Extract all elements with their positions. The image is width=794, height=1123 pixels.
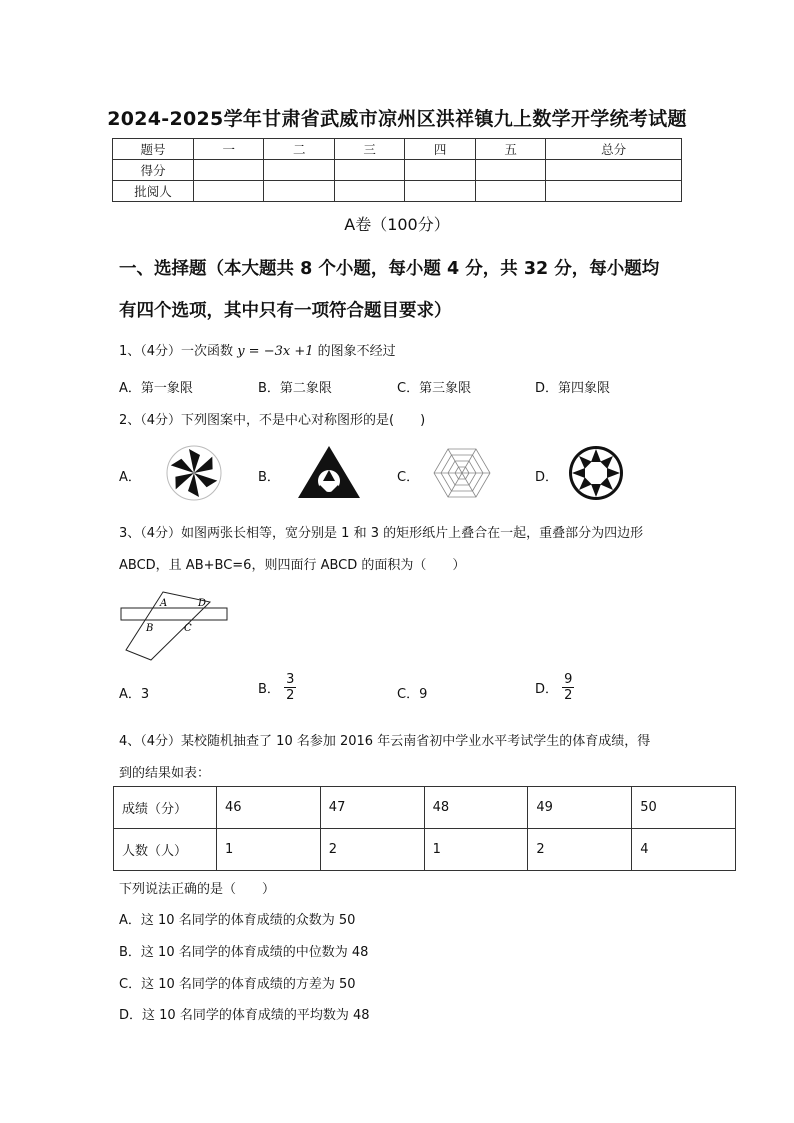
question-1-formula: y = −3x +1 [237, 344, 314, 359]
score-table-cell [334, 181, 404, 202]
score-table-cell [475, 181, 545, 202]
table-cell: 50 [632, 787, 736, 829]
q3-option-d-label: D． [535, 682, 559, 697]
q3-option-d-fraction [562, 672, 574, 703]
score-table-cell [334, 160, 404, 181]
score-table-cell: 三 [334, 139, 404, 160]
figure-label-b: B [146, 623, 154, 634]
q1-option-b: B．第二象限 [258, 381, 332, 396]
q3-option-c: C．9 [397, 687, 428, 702]
figure-label-c: C [184, 623, 192, 634]
q1-option-c: C．第三象限 [397, 381, 472, 396]
q3-option-b [258, 672, 296, 703]
question-4-line1: 4、（4分）某校随机抽查了 10 名参加 2016 年云南省初中学业水平考试学生的体育成绩，得 [119, 734, 651, 749]
q1-option-d: D．第四象限 [535, 381, 611, 396]
score-table-cell: 二 [264, 139, 334, 160]
score-table-cell [264, 181, 334, 202]
question-1-suffix: 的图象不经过 [317, 344, 396, 359]
q1-option-a: A．第一象限 [119, 381, 193, 396]
score-table-cell: 总分 [546, 139, 682, 160]
score-table-header-row [113, 139, 682, 160]
table-cell: 人数（人） [114, 829, 217, 871]
q3-option-b-label: B． [258, 682, 280, 697]
question-1 [119, 340, 396, 359]
figure-label-a: A [160, 598, 168, 609]
score-table [112, 138, 682, 202]
table-cell: 47 [320, 787, 424, 829]
question-4-prompt: 下列说法正确的是（ ） [119, 882, 276, 897]
q3-option-a: A．3 [119, 687, 150, 702]
q4-option-a: A．这 10 名同学的体育成绩的众数为 50 [119, 913, 356, 928]
score-table-row [113, 181, 682, 202]
q3-option-b-fraction [284, 672, 296, 703]
scores-data-table [113, 786, 736, 871]
question-2: 2、（4分）下列图案中，不是中心对称图形的是( ) [119, 413, 426, 428]
fraction-numerator: 9 [564, 672, 573, 687]
score-table-cell: 得分 [113, 160, 194, 181]
pinwheel-figure [164, 444, 224, 502]
fraction-denominator: 2 [286, 688, 295, 703]
q2-label-d: D． [535, 470, 559, 485]
exam-title: 2024-2025学年甘肃省武威市凉州区洪祥镇九上数学开学统考试题 [107, 108, 687, 130]
score-table-cell [405, 181, 475, 202]
question-3-line2: ABCD，且 AB+BC=6，则四面行 ABCD 的面积为（ ） [119, 558, 466, 573]
score-table-cell: 批阅人 [113, 181, 194, 202]
table-cell: 2 [320, 829, 424, 871]
question-1-prefix: 1、（4分）一次函数 [119, 344, 234, 359]
table-cell: 46 [217, 787, 321, 829]
score-table-cell [194, 160, 264, 181]
table-cell: 1 [424, 829, 528, 871]
hexagon-web-figure [431, 444, 493, 502]
figure-label-d: D [198, 598, 207, 609]
overlapping-rectangles-figure [118, 590, 230, 662]
table-cell: 4 [632, 829, 736, 871]
score-table-cell [405, 160, 475, 181]
part1-heading-line2: 有四个选项，其中只有一项符合题目要求） [119, 301, 452, 321]
table-cell: 48 [424, 787, 528, 829]
triangle-figure [296, 444, 362, 500]
section-a-title: A卷（100分） [344, 215, 450, 234]
table-row [114, 787, 736, 829]
score-table-cell: 题号 [113, 139, 194, 160]
score-table-cell [546, 181, 682, 202]
q4-option-d: D．这 10 名同学的体育成绩的平均数为 48 [119, 1008, 370, 1023]
score-table-cell: 四 [405, 139, 475, 160]
q4-option-b: B．这 10 名同学的体育成绩的中位数为 48 [119, 945, 369, 960]
question-3-line1: 3、（4分）如图两张长相等，宽分别是 1 和 3 的矩形纸片上叠合在一起，重叠部分为四边形 [119, 526, 644, 541]
score-table-cell [546, 160, 682, 181]
q2-label-b: B． [258, 470, 280, 485]
q2-label-a: A． [119, 470, 141, 485]
score-table-cell [194, 181, 264, 202]
table-cell: 49 [528, 787, 632, 829]
table-cell: 1 [217, 829, 321, 871]
q3-option-d [535, 672, 574, 703]
score-table-cell [264, 160, 334, 181]
table-cell: 2 [528, 829, 632, 871]
table-cell: 成绩（分） [114, 787, 217, 829]
question-4-line2: 到的结果如表： [119, 766, 211, 781]
star-ring-figure [566, 444, 626, 502]
q2-label-c: C． [397, 470, 420, 485]
part1-heading-line1: 一、选择题（本大题共 8 个小题，每小题 4 分，共 32 分，每小题均 [119, 259, 660, 279]
score-table-row [113, 160, 682, 181]
score-table-cell: 一 [194, 139, 264, 160]
fraction-numerator: 3 [286, 672, 295, 687]
table-row [114, 829, 736, 871]
fraction-denominator: 2 [564, 688, 573, 703]
score-table-cell [475, 160, 545, 181]
score-table-cell: 五 [475, 139, 545, 160]
q4-option-c: C．这 10 名同学的体育成绩的方差为 50 [119, 977, 356, 992]
